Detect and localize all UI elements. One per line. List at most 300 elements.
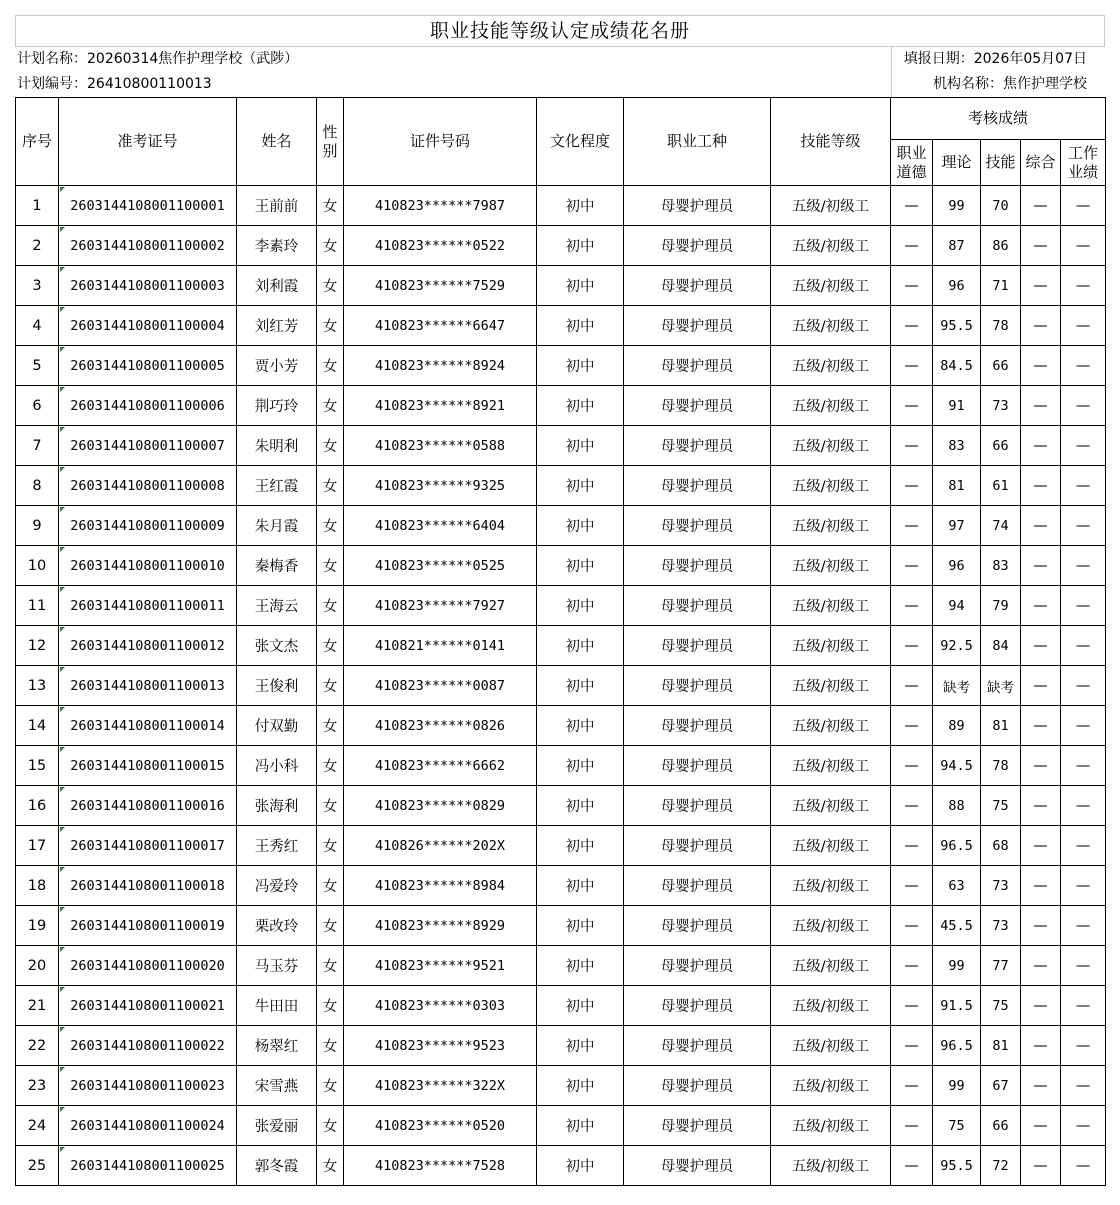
cell-ethics-text: — — [904, 717, 919, 734]
cell-level — [771, 346, 891, 386]
cell-work-record — [1061, 506, 1106, 546]
cell-occupation — [624, 186, 771, 226]
cell-comprehensive-text: — — [1033, 637, 1048, 654]
cell-comprehensive — [1021, 226, 1061, 266]
cell-occupation — [624, 666, 771, 706]
cell-seq-text: 14 — [27, 717, 47, 734]
cell-name — [237, 426, 317, 466]
cell-exam-no-text: 2603144108001100006 — [70, 397, 225, 414]
cell-level-text: 五级/初级工 — [791, 679, 870, 695]
cell-name-text: 朱月霞 — [254, 519, 299, 535]
cell-ethics — [891, 1026, 933, 1066]
cell-work-record-text: — — [1075, 797, 1091, 814]
cell-theory-text: 81 — [948, 477, 965, 494]
cell-level-text: 五级/初级工 — [791, 1079, 870, 1095]
cell-seq-text: 13 — [27, 677, 47, 694]
cell-note-marker — [60, 827, 65, 832]
cell-id-no — [344, 786, 537, 826]
cell-id-no-text: 410821******0141 — [374, 637, 506, 654]
cell-skill — [981, 746, 1021, 786]
cell-theory-text: 84.5 — [940, 357, 973, 374]
cell-comprehensive — [1021, 826, 1061, 866]
cell-skill — [981, 386, 1021, 426]
cell-work-record-text: — — [1075, 557, 1091, 574]
cell-gender — [317, 786, 344, 826]
cell-gender-text: 女 — [322, 279, 338, 295]
cell-education-text: 初中 — [565, 279, 595, 295]
cell-exam-no-text: 2603144108001100008 — [70, 477, 225, 494]
cell-name — [237, 546, 317, 586]
cell-occupation — [624, 946, 771, 986]
cell-education-text: 初中 — [565, 479, 595, 495]
cell-skill — [981, 466, 1021, 506]
cell-seq-text: 2 — [32, 237, 42, 254]
cell-comprehensive-text: — — [1033, 917, 1048, 934]
cell-id-no-text: 410823******6662 — [374, 757, 506, 774]
cell-level — [771, 946, 891, 986]
cell-note-marker — [60, 427, 65, 432]
cell-occupation — [624, 986, 771, 1026]
cell-skill — [981, 226, 1021, 266]
cell-id-no — [344, 1066, 537, 1106]
cell-exam-no-text: 2603144108001100007 — [70, 437, 225, 454]
cell-occupation — [624, 1066, 771, 1106]
cell-comprehensive-text: — — [1033, 397, 1048, 414]
cell-occupation-text: 母婴护理员 — [660, 399, 734, 415]
cell-ethics-text: — — [904, 917, 919, 934]
cell-ethics-text: — — [904, 1037, 919, 1054]
cell-work-record-text: — — [1075, 437, 1091, 454]
cell-theory-text: 99 — [948, 957, 965, 974]
cell-name-text: 郭冬霞 — [254, 1159, 299, 1175]
cell-occupation — [624, 506, 771, 546]
cell-education — [537, 746, 624, 786]
cell-occupation — [624, 1026, 771, 1066]
cell-occupation-text: 母婴护理员 — [660, 679, 734, 695]
cell-education — [537, 1026, 624, 1066]
cell-seq — [16, 626, 59, 666]
cell-exam-no — [59, 786, 237, 826]
cell-skill-text: 73 — [992, 877, 1009, 894]
cell-education — [537, 706, 624, 746]
cell-level-text: 五级/初级工 — [791, 639, 870, 655]
cell-seq-text: 25 — [27, 1157, 47, 1174]
cell-gender-text: 女 — [322, 239, 338, 255]
cell-education — [537, 866, 624, 906]
cell-name-text: 付双勤 — [254, 719, 299, 735]
cell-skill-text: 84 — [992, 637, 1009, 654]
cell-id-no-text: 410823******0826 — [374, 717, 506, 734]
cell-gender-text: 女 — [322, 799, 338, 815]
cell-education — [537, 786, 624, 826]
cell-occupation — [624, 226, 771, 266]
cell-theory — [933, 626, 981, 666]
cell-occupation — [624, 826, 771, 866]
cell-name — [237, 586, 317, 626]
cell-id-no — [344, 506, 537, 546]
cell-comprehensive — [1021, 1106, 1061, 1146]
cell-ethics-text: — — [904, 1117, 919, 1134]
header-scores: 考核成绩 — [891, 98, 1106, 140]
cell-exam-no-text: 2603144108001100025 — [70, 1157, 225, 1174]
cell-level-text: 五级/初级工 — [791, 399, 870, 415]
cell-seq — [16, 666, 59, 706]
cell-exam-no — [59, 506, 237, 546]
cell-occupation — [624, 906, 771, 946]
cell-gender-text: 女 — [322, 1079, 338, 1095]
cell-level — [771, 866, 891, 906]
cell-ethics — [891, 706, 933, 746]
cell-seq — [16, 906, 59, 946]
cell-work-record-text: — — [1075, 637, 1091, 654]
cell-work-record-text: — — [1075, 1157, 1091, 1174]
cell-skill — [981, 186, 1021, 226]
cell-name-text: 刘红芳 — [254, 319, 299, 335]
cell-work-record — [1061, 1146, 1106, 1186]
cell-gender-text: 女 — [322, 1039, 338, 1055]
cell-exam-no — [59, 626, 237, 666]
cell-seq-text: 22 — [27, 1037, 47, 1054]
cell-comprehensive — [1021, 706, 1061, 746]
cell-theory — [933, 1026, 981, 1066]
table-row — [16, 546, 1106, 586]
cell-education — [537, 346, 624, 386]
header-name: 姓名 — [237, 98, 317, 186]
cell-name — [237, 746, 317, 786]
cell-name-text: 杨翠红 — [254, 1039, 299, 1055]
meta-row-1 — [15, 46, 1105, 72]
cell-theory-text: 96.5 — [940, 837, 973, 854]
cell-occupation-text: 母婴护理员 — [660, 199, 734, 215]
cell-occupation — [624, 546, 771, 586]
cell-skill-text: 70 — [992, 197, 1009, 214]
cell-exam-no-text: 2603144108001100004 — [70, 317, 225, 334]
cell-level-text: 五级/初级工 — [791, 319, 870, 335]
cell-ethics-text: — — [904, 1157, 919, 1174]
cell-theory-text: 83 — [948, 437, 965, 454]
cell-work-record-text: — — [1075, 877, 1091, 894]
cell-gender — [317, 826, 344, 866]
cell-seq — [16, 226, 59, 266]
cell-gender-text: 女 — [322, 1159, 338, 1175]
cell-theory — [933, 666, 981, 706]
cell-name — [237, 386, 317, 426]
cell-education-text: 初中 — [565, 799, 595, 815]
cell-theory — [933, 986, 981, 1026]
cell-name — [237, 266, 317, 306]
cell-gender — [317, 546, 344, 586]
cell-theory — [933, 826, 981, 866]
cell-ethics-text: — — [904, 997, 919, 1014]
cell-id-no — [344, 346, 537, 386]
cell-seq-text: 15 — [27, 757, 47, 774]
cell-name-text: 王红霞 — [254, 479, 299, 495]
cell-seq — [16, 1146, 59, 1186]
cell-comprehensive — [1021, 346, 1061, 386]
cell-skill-text: 缺考 — [987, 679, 1014, 696]
cell-exam-no-text: 2603144108001100019 — [70, 917, 225, 934]
score-table — [15, 97, 1106, 1186]
cell-education-text: 初中 — [565, 1119, 595, 1135]
cell-level — [771, 666, 891, 706]
cell-id-no-text: 410823******8921 — [374, 397, 506, 414]
cell-education-text: 初中 — [565, 199, 595, 215]
cell-gender — [317, 426, 344, 466]
cell-gender-text: 女 — [322, 199, 338, 215]
cell-comprehensive — [1021, 786, 1061, 826]
cell-education — [537, 586, 624, 626]
cell-theory — [933, 226, 981, 266]
cell-gender — [317, 946, 344, 986]
cell-ethics — [891, 386, 933, 426]
cell-exam-no — [59, 706, 237, 746]
cell-seq — [16, 986, 59, 1026]
cell-exam-no — [59, 906, 237, 946]
cell-name — [237, 1066, 317, 1106]
cell-theory — [933, 466, 981, 506]
cell-work-record — [1061, 986, 1106, 1026]
cell-gender — [317, 386, 344, 426]
cell-name-text: 王前前 — [254, 199, 299, 215]
cell-comprehensive — [1021, 186, 1061, 226]
cell-ethics — [891, 306, 933, 346]
cell-work-record — [1061, 626, 1106, 666]
cell-gender-text: 女 — [322, 879, 338, 895]
cell-work-record-text: — — [1075, 957, 1091, 974]
cell-ethics-text: — — [904, 877, 919, 894]
cell-work-record — [1061, 466, 1106, 506]
cell-exam-no — [59, 1026, 237, 1066]
cell-exam-no — [59, 266, 237, 306]
cell-occupation — [624, 306, 771, 346]
cell-work-record-text: — — [1075, 717, 1091, 734]
cell-ethics — [891, 666, 933, 706]
cell-seq-text: 12 — [27, 637, 47, 654]
cell-comprehensive-text: — — [1033, 1117, 1048, 1134]
cell-name — [237, 186, 317, 226]
cell-note-marker — [60, 1067, 65, 1072]
cell-skill — [981, 946, 1021, 986]
cell-id-no — [344, 306, 537, 346]
table-row — [16, 986, 1106, 1026]
cell-name-text: 王俊利 — [254, 679, 299, 695]
table-row — [16, 706, 1106, 746]
cell-ethics — [891, 866, 933, 906]
cell-note-marker — [60, 627, 65, 632]
cell-name-text: 冯爱玲 — [254, 879, 299, 895]
cell-theory-text: 96 — [948, 557, 965, 574]
cell-work-record-text: — — [1075, 1077, 1091, 1094]
cell-id-no — [344, 266, 537, 306]
cell-exam-no — [59, 386, 237, 426]
cell-gender-text: 女 — [322, 919, 338, 935]
cell-name — [237, 1106, 317, 1146]
cell-education — [537, 1066, 624, 1106]
cell-theory — [933, 426, 981, 466]
cell-id-no — [344, 946, 537, 986]
cell-id-no-text: 410823******9325 — [374, 477, 506, 494]
cell-theory-text: 91 — [948, 397, 965, 414]
cell-id-no-text: 410823******8929 — [374, 917, 506, 934]
cell-comprehensive-text: — — [1033, 357, 1048, 374]
cell-id-no — [344, 426, 537, 466]
cell-id-no — [344, 586, 537, 626]
cell-education — [537, 946, 624, 986]
cell-work-record — [1061, 386, 1106, 426]
cell-level — [771, 1146, 891, 1186]
cell-education-text: 初中 — [565, 359, 595, 375]
cell-ethics-text: — — [904, 477, 919, 494]
cell-occupation-text: 母婴护理员 — [660, 839, 734, 855]
cell-name — [237, 226, 317, 266]
table-row — [16, 866, 1106, 906]
cell-comprehensive — [1021, 906, 1061, 946]
cell-theory-text: 96.5 — [940, 1037, 973, 1054]
cell-comprehensive-text: — — [1033, 1157, 1048, 1174]
cell-name — [237, 946, 317, 986]
cell-education — [537, 506, 624, 546]
cell-ethics — [891, 266, 933, 306]
cell-name-text: 张海利 — [254, 799, 299, 815]
cell-comprehensive — [1021, 306, 1061, 346]
cell-work-record-text: — — [1075, 837, 1091, 854]
cell-occupation — [624, 706, 771, 746]
cell-comprehensive-text: — — [1033, 1037, 1048, 1054]
cell-exam-no-text: 2603144108001100005 — [70, 357, 225, 374]
cell-work-record — [1061, 1066, 1106, 1106]
cell-work-record-text: — — [1075, 1117, 1091, 1134]
cell-comprehensive-text: — — [1033, 557, 1048, 574]
cell-comprehensive-text: — — [1033, 717, 1048, 734]
cell-occupation-text: 母婴护理员 — [660, 559, 734, 575]
cell-skill — [981, 306, 1021, 346]
cell-occupation-text: 母婴护理员 — [660, 919, 734, 935]
cell-education — [537, 266, 624, 306]
cell-id-no-text: 410823******7529 — [374, 277, 506, 294]
cell-comprehensive-text: — — [1033, 517, 1048, 534]
cell-exam-no-text: 2603144108001100024 — [70, 1117, 225, 1134]
cell-id-no-text: 410823******8924 — [374, 357, 506, 374]
cell-skill-text: 61 — [992, 477, 1009, 494]
cell-theory — [933, 746, 981, 786]
cell-gender-text: 女 — [322, 559, 338, 575]
cell-exam-no — [59, 1066, 237, 1106]
cell-seq-text: 21 — [27, 997, 47, 1014]
cell-exam-no — [59, 586, 237, 626]
cell-education-text: 初中 — [565, 999, 595, 1015]
cell-comprehensive — [1021, 506, 1061, 546]
cell-level-text: 五级/初级工 — [791, 839, 870, 855]
cell-id-no-text: 410823******322X — [374, 1077, 506, 1094]
cell-name-text: 栗改玲 — [254, 919, 299, 935]
cell-ethics — [891, 906, 933, 946]
table-row — [16, 1146, 1106, 1186]
cell-note-marker — [60, 227, 65, 232]
cell-seq — [16, 946, 59, 986]
cell-work-record-text: — — [1075, 677, 1091, 694]
cell-name — [237, 506, 317, 546]
cell-skill — [981, 346, 1021, 386]
cell-theory-text: 91.5 — [940, 997, 973, 1014]
cell-note-marker — [60, 867, 65, 872]
cell-seq-text: 4 — [32, 317, 42, 334]
cell-theory — [933, 546, 981, 586]
cell-level — [771, 506, 891, 546]
cell-education-text: 初中 — [565, 839, 595, 855]
org-name: 机构名称：焦作护理学校 — [933, 76, 1087, 92]
cell-exam-no — [59, 186, 237, 226]
cell-education — [537, 906, 624, 946]
header-id-no: 证件号码 — [344, 98, 537, 186]
cell-name — [237, 466, 317, 506]
cell-theory-text: 99 — [948, 1077, 965, 1094]
cell-skill-text: 67 — [992, 1077, 1009, 1094]
cell-skill-text: 77 — [992, 957, 1009, 974]
cell-occupation — [624, 346, 771, 386]
cell-name — [237, 346, 317, 386]
cell-ethics — [891, 746, 933, 786]
table-row — [16, 666, 1106, 706]
cell-skill-text: 79 — [992, 597, 1009, 614]
cell-note-marker — [60, 667, 65, 672]
cell-education-text: 初中 — [565, 319, 595, 335]
header-exam-no: 准考证号 — [59, 98, 237, 186]
cell-education-text: 初中 — [565, 879, 595, 895]
cell-theory — [933, 386, 981, 426]
cell-seq — [16, 306, 59, 346]
cell-note-marker — [60, 1147, 65, 1152]
cell-id-no — [344, 666, 537, 706]
cell-seq-text: 9 — [32, 517, 42, 534]
cell-occupation — [624, 426, 771, 466]
cell-education-text: 初中 — [565, 919, 595, 935]
cell-skill-text: 75 — [992, 797, 1009, 814]
cell-seq-text: 6 — [32, 397, 42, 414]
cell-ethics-text: — — [904, 437, 919, 454]
cell-education-text: 初中 — [565, 1079, 595, 1095]
cell-name — [237, 986, 317, 1026]
cell-comprehensive — [1021, 1146, 1061, 1186]
table-row — [16, 306, 1106, 346]
cell-work-record-text: — — [1075, 397, 1091, 414]
cell-exam-no — [59, 426, 237, 466]
cell-exam-no-text: 2603144108001100023 — [70, 1077, 225, 1094]
cell-skill-text: 78 — [992, 757, 1009, 774]
cell-work-record — [1061, 826, 1106, 866]
cell-gender — [317, 906, 344, 946]
cell-name-text: 荆巧玲 — [254, 399, 299, 415]
cell-level — [771, 1066, 891, 1106]
cell-ethics — [891, 466, 933, 506]
cell-name-text: 李素玲 — [254, 239, 299, 255]
cell-comprehensive-text: — — [1033, 957, 1048, 974]
cell-gender-text: 女 — [322, 519, 338, 535]
cell-theory-text: 45.5 — [940, 917, 973, 934]
cell-comprehensive-text: — — [1033, 477, 1048, 494]
cell-gender — [317, 186, 344, 226]
table-row — [16, 1106, 1106, 1146]
table-row — [16, 226, 1106, 266]
cell-level-text: 五级/初级工 — [791, 959, 870, 975]
cell-education — [537, 626, 624, 666]
cell-name — [237, 826, 317, 866]
cell-work-record — [1061, 546, 1106, 586]
cell-skill-text: 73 — [992, 917, 1009, 934]
cell-comprehensive — [1021, 1026, 1061, 1066]
cell-gender-text: 女 — [322, 479, 338, 495]
cell-skill-text: 71 — [992, 277, 1009, 294]
cell-occupation-text: 母婴护理员 — [660, 1159, 734, 1175]
